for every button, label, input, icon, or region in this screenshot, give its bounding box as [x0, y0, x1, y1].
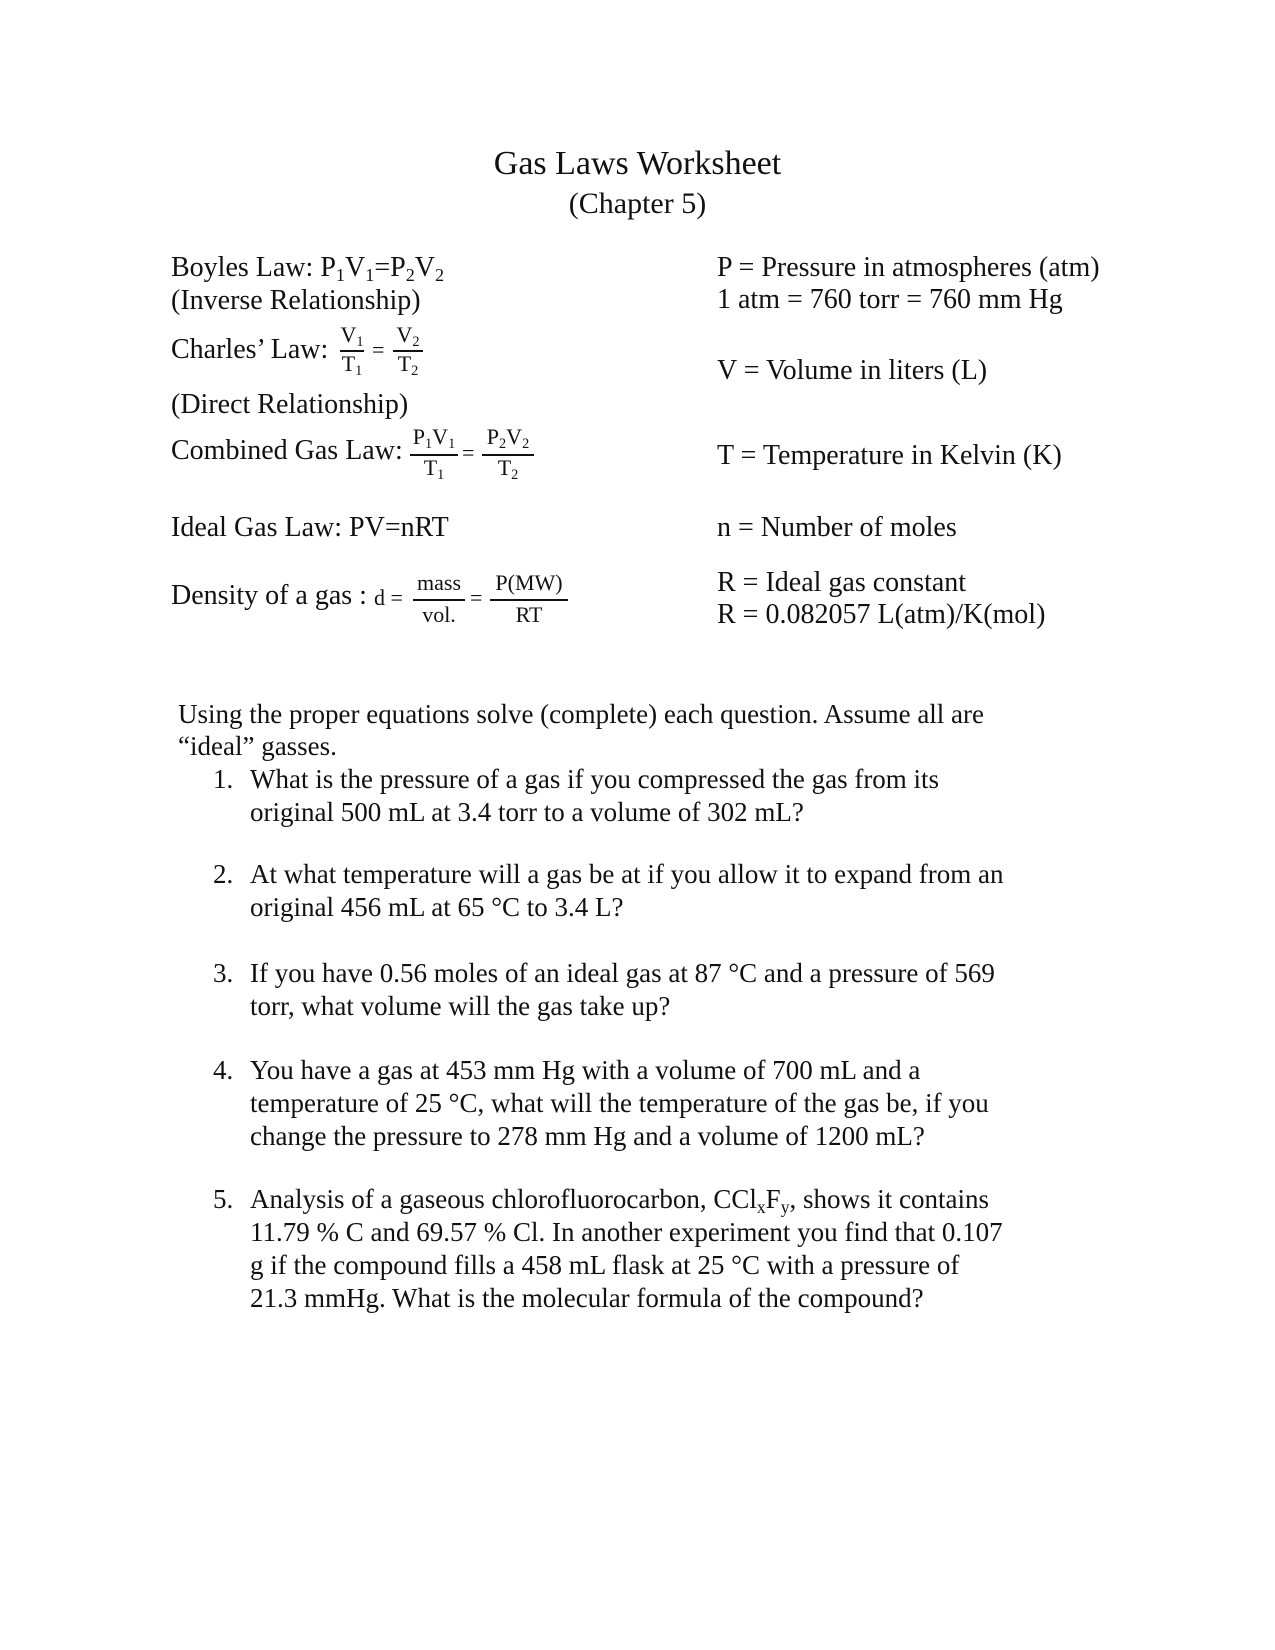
charles-equals: = [372, 337, 385, 362]
question-line: What is the pressure of a gas if you compressed the gas from its [250, 764, 940, 794]
question-line: 11.79 % C and 69.57 % Cl. In another experiment you find that 0.107 [250, 1217, 1003, 1247]
charles-fraction-left: V1 T1 [340, 322, 364, 380]
question-number: 4. [213, 1055, 234, 1085]
charles-law-label: Charles’ Law: [171, 334, 329, 365]
volume-definition: V = Volume in liters (L) [717, 355, 988, 386]
combined-fraction-right: P2V2 T2 [482, 424, 534, 481]
charles-fraction-right: V2 T2 [393, 322, 423, 377]
question-2 [213, 858, 1004, 924]
density-fraction-pmw: P(MW) RT [490, 570, 568, 628]
combined-gas-law-label: Combined Gas Law: [171, 435, 403, 466]
question-number: 2. [213, 859, 234, 889]
question-line: If you have 0.56 moles of an ideal gas at 87 °C and a pressure of 569 [250, 958, 995, 988]
question-line: Analysis of a gaseous chlorofluorocarbon, CClxFy, shows it contains [250, 1184, 989, 1218]
question-line: g if the compound fills a 458 mL flask at 25 °C with a pressure of [250, 1250, 960, 1280]
pressure-conversion: 1 atm = 760 torr = 760 mm Hg [717, 284, 1063, 315]
pressure-definition: P = Pressure in atmospheres (atm) [717, 252, 1100, 283]
ideal-gas-law: Ideal Gas Law: PV=nRT [171, 512, 449, 543]
question-line: original 456 mL at 65 °C to 3.4 L? [250, 892, 624, 922]
density-d-equals: d = [374, 585, 403, 610]
question-line: torr, what volume will the gas take up? [250, 991, 671, 1021]
instructions-line-2: “ideal” gasses. [178, 731, 337, 761]
worksheet-subtitle: (Chapter 5) [568, 187, 707, 220]
question-5 [213, 1183, 1003, 1315]
gas-constant-value: R = 0.082057 L(atm)/K(mol) [717, 599, 1046, 630]
question-1 [213, 763, 940, 829]
gas-constant-label: R = Ideal gas constant [717, 567, 967, 598]
question-line: original 500 mL at 3.4 torr to a volume of 302 mL? [250, 797, 804, 827]
charles-law-relation: (Direct Relationship) [171, 389, 409, 420]
question-line: change the pressure to 278 mm Hg and a volume of 1200 mL? [250, 1121, 925, 1151]
boyles-law-label: Boyles Law: [171, 252, 314, 283]
moles-definition: n = Number of moles [717, 512, 957, 543]
question-line: 21.3 mmHg. What is the molecular formula of the compound? [250, 1283, 924, 1313]
combined-equals: = [462, 440, 475, 465]
worksheet-title: Gas Laws Worksheet [493, 145, 782, 182]
question-line: You have a gas at 453 mm Hg with a volume of 700 mL and a [250, 1055, 921, 1085]
density-fraction-mass: mass vol. [413, 570, 465, 628]
boyles-law [171, 252, 444, 284]
temperature-definition: T = Temperature in Kelvin (K) [717, 440, 1062, 471]
question-4 [213, 1054, 989, 1153]
boyles-law-relation: (Inverse Relationship) [171, 285, 421, 316]
question-number: 3. [213, 958, 234, 988]
question-number: 5. [213, 1184, 234, 1214]
density-label: Density of a gas : [171, 580, 367, 611]
boyles-law-equation: P1V1=P2V2 [320, 252, 445, 286]
question-line: temperature of 25 °C, what will the temperature of the gas be, if you [250, 1088, 989, 1118]
question-3 [213, 957, 995, 1023]
question-line: At what temperature will a gas be at if you allow it to expand from an [250, 859, 1004, 889]
combined-fraction-left: P1V1 T1 [410, 424, 458, 481]
density-equals: = [470, 585, 483, 610]
question-number: 1. [213, 764, 234, 794]
instructions-line-1: Using the proper equations solve (complete) each question. Assume all are [178, 699, 985, 729]
